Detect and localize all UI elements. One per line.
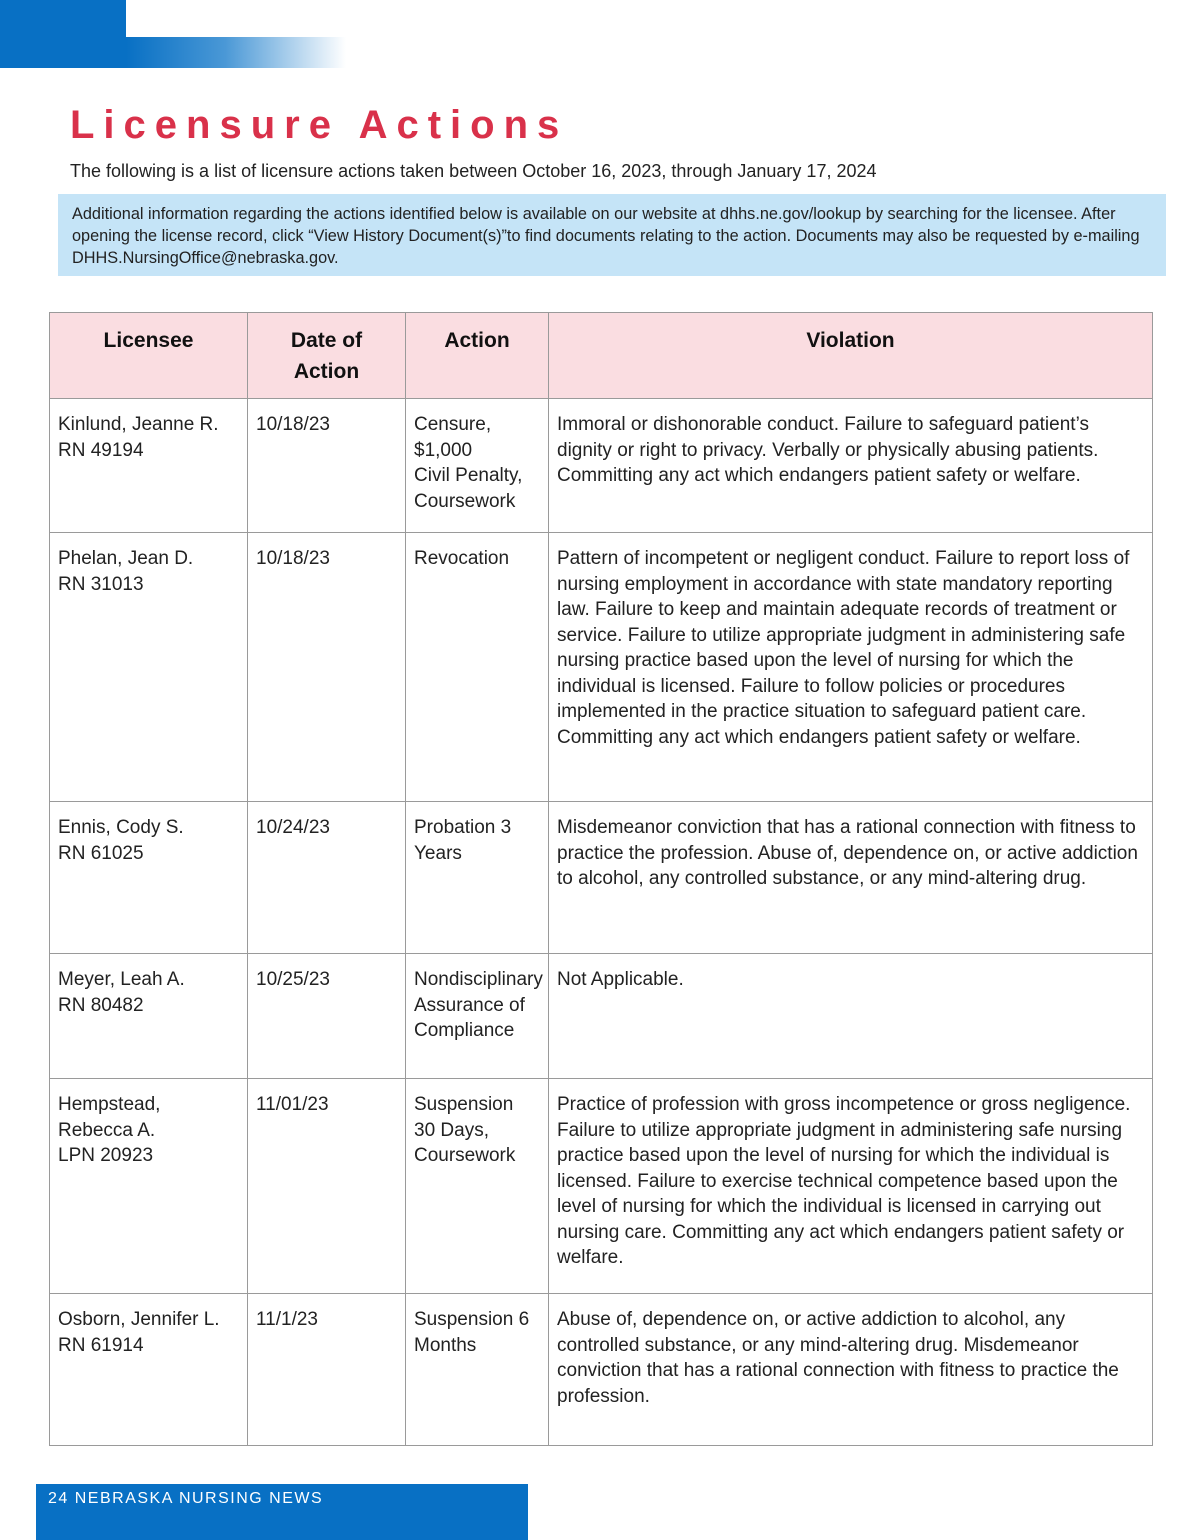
action-cell [406,399,549,533]
date-cell: 11/1/23 [248,1294,406,1446]
licensee-name: Osborn, Jennifer L. [58,1309,220,1330]
action-cell [406,533,549,802]
license-number: LPN 20923 [58,1145,154,1166]
header-date-of-action [248,313,406,399]
date-cell: 10/18/23 [248,399,406,533]
licensee-name: Kinlund, Jeanne R. [58,414,219,435]
header-violation: Violation [549,313,1153,399]
action-line: Nondisciplinary [414,969,543,990]
action-cell [406,954,549,1079]
header-date-line1: Date of [290,329,363,352]
action-line: Coursework [414,490,516,512]
footer-page-label: 24 NEBRASKA NURSING NEWS [48,1490,324,1507]
license-number: RN 49194 [58,439,144,461]
violation-cell: Abuse of, dependence on, or active addiction to alcohol, any controlled substance, or any mind-altering drug. Misdemeanor conviction that has a rational connection with fitness to practice the profession. [549,1294,1153,1446]
table-header-row [50,313,1153,399]
date-cell: 11/01/23 [248,1079,406,1294]
action-line: Years [414,842,462,864]
action-line: Censure, $1,000 [414,414,492,461]
license-number: RN 61025 [58,842,144,864]
page-subtitle: The following is a list of licensure actions taken between October 16, 2023, through January 17, 2024 [70,161,877,181]
header-action: Action [406,313,549,399]
violation-cell: Pattern of incompetent or negligent conduct. Failure to report loss of nursing employment in accordance with state mandatory reporting law. Failure to keep and maintain adequate records of treatment or service. Failure to utilize appropriate judgment in administering safe nursing practice based upon the level of nursing for which the individual is licensed. Failure to follow policies or procedures implemented in the practice situation to safeguard patient care. Committing any act which endangers patient safety or welfare. [549,533,1153,802]
action-line: 30 Days, [414,1119,489,1141]
page-title: Licensure Actions [70,103,569,147]
date-cell: 10/25/23 [248,954,406,1079]
licensee-cell [50,533,248,802]
date-cell: 10/18/23 [248,533,406,802]
licensee-cell [50,802,248,954]
action-line: Suspension [414,1094,514,1115]
licensure-actions-table [49,312,1153,1446]
action-line: Compliance [414,1020,515,1041]
licensee-cell [50,1294,248,1446]
license-number: RN 31013 [58,573,144,595]
licensee-name: Rebecca A. [58,1119,156,1141]
table-row [50,954,1153,1079]
action-line: Coursework [414,1145,516,1166]
action-line: Assurance of [414,994,525,1016]
table-row [50,533,1153,802]
action-line: Probation 3 [414,817,512,838]
header-licensee: Licensee [50,313,248,399]
licensee-cell [50,1079,248,1294]
table-row [50,802,1153,954]
action-line: Suspension 6 [414,1309,530,1330]
header-date-line2: Action [293,360,360,383]
table-row [50,1079,1153,1294]
licensee-cell [50,399,248,533]
license-number: RN 80482 [58,994,144,1016]
license-number: RN 61914 [58,1334,144,1356]
action-cell [406,802,549,954]
violation-cell: Practice of profession with gross incompetence or gross negligence. Failure to utilize appropriate judgment in administering safe nursing practice based upon the level of nursing for which the individual is licensed. Failure to exercise technical competence based upon the level of nursing for which the individual is licensed in carrying out nursing care. Committing any act which endangers patient safety or welfare. [549,1079,1153,1294]
info-callout: Additional information regarding the actions identified below is available on our website at dhhs.ne.gov/lookup by searching for the licensee. After opening the license record, click “View History Document(s)”to find documents relating to the action. Documents may also be requested by e-mailing DHHS.NursingOffice@nebraska.gov. [58,194,1166,276]
action-line: Civil Penalty, [414,465,523,486]
action-line: Months [414,1334,477,1356]
table-row [50,399,1153,533]
header-color-block [0,0,126,68]
licensee-name: Hempstead, [58,1094,161,1115]
header-gradient-bar [126,37,346,68]
action-line: Revocation [414,548,510,569]
violation-cell: Not Applicable. [549,954,1153,1079]
table-row [50,1294,1153,1446]
violation-cell: Immoral or dishonorable conduct. Failure to safeguard patient’s dignity or right to privacy. Verbally or physically abusing patients. Committing any act which endangers patient safety or welfare. [549,399,1153,533]
action-cell [406,1079,549,1294]
licensee-name: Phelan, Jean D. [58,548,194,569]
licensee-name: Meyer, Leah A. [58,969,185,990]
licensee-cell [50,954,248,1079]
date-cell: 10/24/23 [248,802,406,954]
licensee-name: Ennis, Cody S. [58,817,184,838]
action-cell [406,1294,549,1446]
violation-cell: Misdemeanor conviction that has a rational connection with fitness to practice the profession. Abuse of, dependence on, or active addiction to alcohol, any controlled substance, or any mind-altering drug. [549,802,1153,954]
